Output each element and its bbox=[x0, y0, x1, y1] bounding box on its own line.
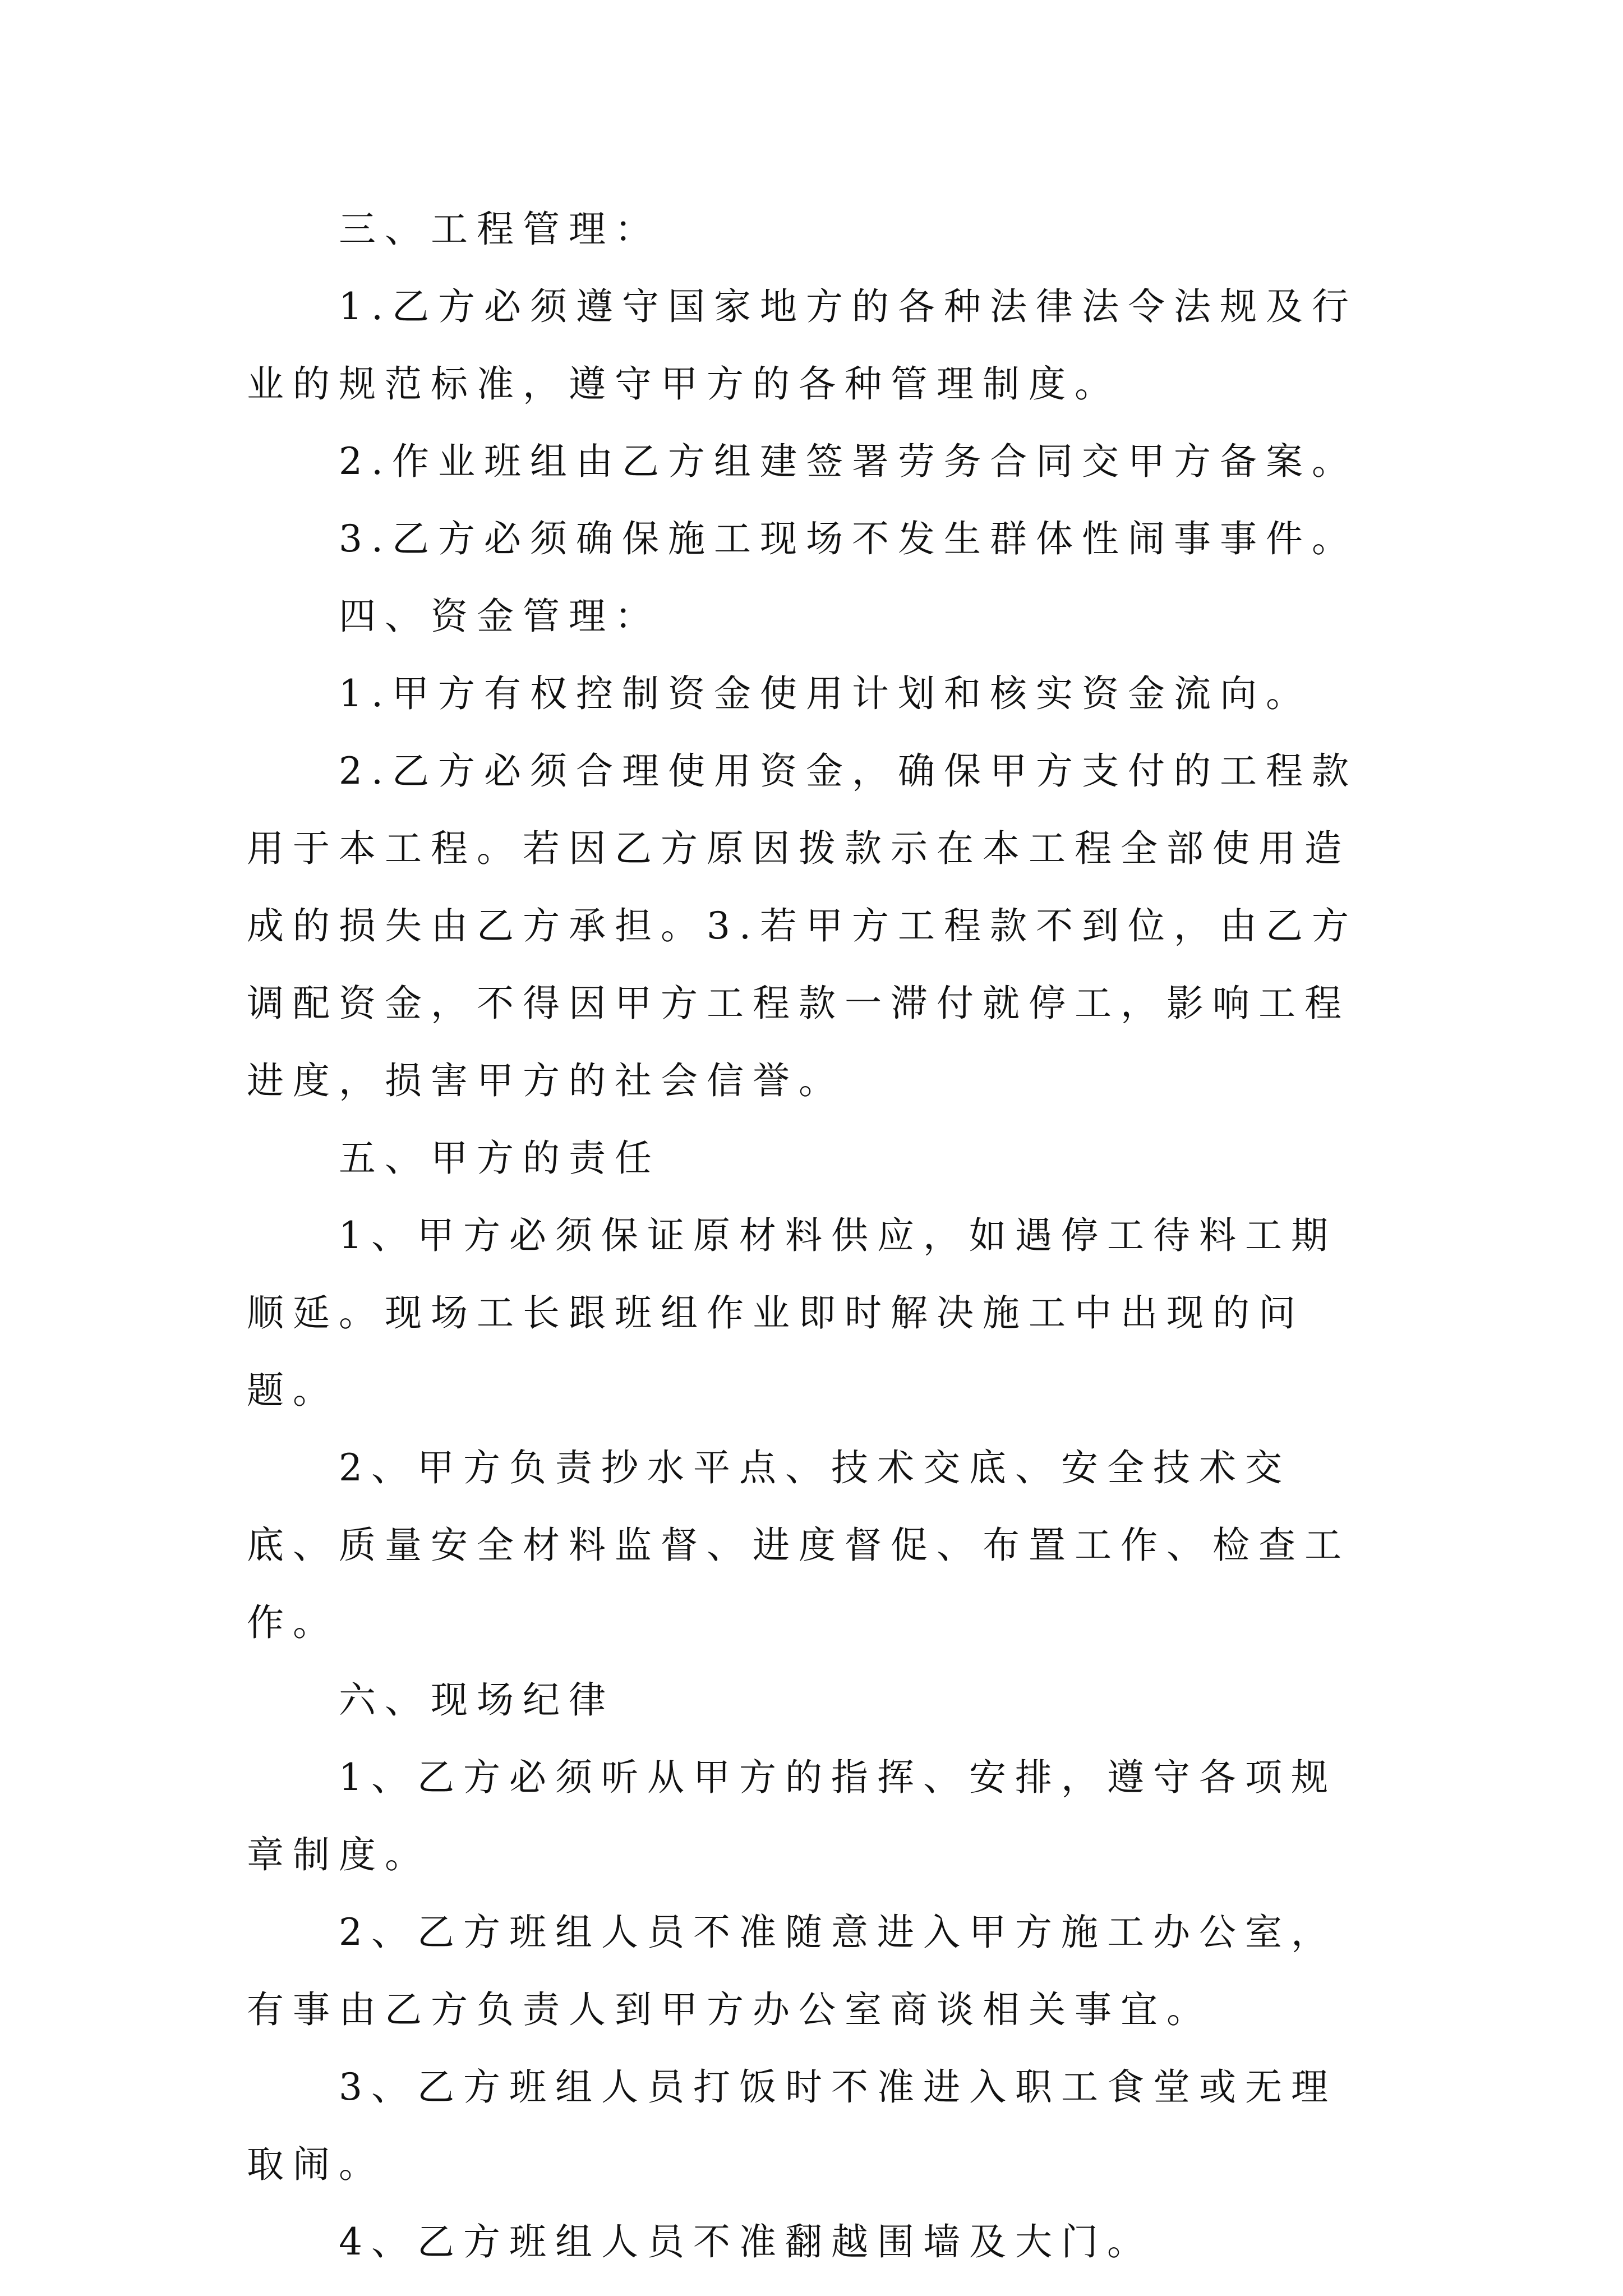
clause-paragraph: 2、甲方负责抄水平点、技术交底、安全技术交底、质量安全材料监督、进度督促、布置工作、检查工作。 bbox=[247, 1446, 1350, 1644]
clause-paragraph: 3、乙方班组人员打饭时不准进入职工食堂或无理取闹。 bbox=[247, 2065, 1337, 2186]
clause-paragraph: 1.甲方有权控制资金使用计划和核实资金流向。 bbox=[339, 672, 1312, 715]
clause-paragraph: 1、甲方必须保证原材料供应，如遇停工待料工期顺延。现场工长跟班组作业即时解决施工中出现的问题。 bbox=[247, 1214, 1337, 1412]
clause-paragraph: 2、乙方班组人员不准随意进入甲方施工办公室，有事由乙方负责人到甲方办公室商谈相关事宜。 bbox=[247, 1911, 1337, 2031]
clause-paragraph: 1、乙方必须听从甲方的指挥、安排，遵守各项规章制度。 bbox=[247, 1756, 1337, 1876]
section-heading-engineering-management: 三、工程管理： bbox=[339, 208, 661, 251]
section-heading-fund-management: 四、资金管理： bbox=[339, 595, 661, 638]
section-heading-site-discipline: 六、现场纪律 bbox=[339, 1678, 615, 1722]
clause-paragraph: 3.乙方必须确保施工现场不发生群体性闹事事件。 bbox=[339, 517, 1358, 560]
clause-paragraph: 1.乙方必须遵守国家地方的各种法律法令法规及行业的规范标准，遵守甲方的各种管理制度。 bbox=[247, 285, 1358, 406]
clause-paragraph: 2.作业班组由乙方组建签署劳务合同交甲方备案。 bbox=[339, 440, 1358, 483]
section-heading-party-a-responsibility: 五、甲方的责任 bbox=[339, 1137, 661, 1180]
clause-paragraph: 2.乙方必须合理使用资金，确保甲方支付的工程款用于本工程。若因乙方原因拨款示在本工程全部使用造成的损失由乙方承担。3.若甲方工程款不到位，由乙方调配资金，不得因甲方工程款一滞付就停工，影响工程进度，损害甲方的社会信誉。 bbox=[247, 749, 1358, 1102]
clause-paragraph: 4、乙方班组人员不准翻越围墙及大门。 bbox=[339, 2220, 1153, 2263]
document-body bbox=[247, 191, 1380, 2281]
